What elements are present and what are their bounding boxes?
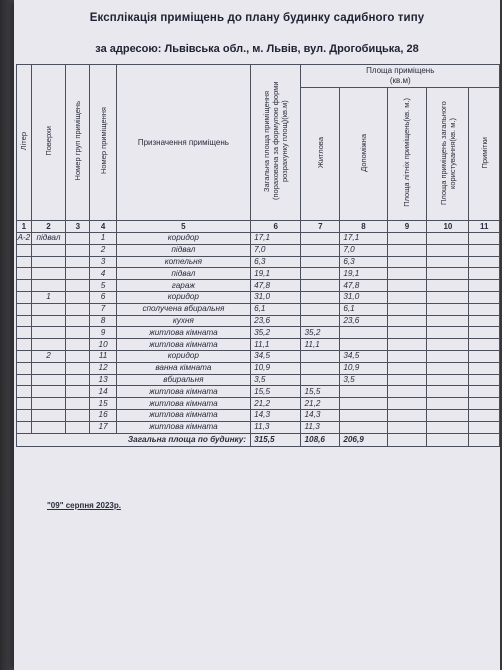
- cell-prymitky: [469, 268, 500, 280]
- cell-dopomizhna: 6,3: [340, 256, 387, 268]
- cell-grupa: [66, 291, 90, 303]
- cell-dopomizhna: [340, 339, 387, 351]
- cell-zagalna: 14,3: [251, 409, 301, 421]
- cell-litni: [387, 268, 427, 280]
- cell-liter: [17, 374, 32, 386]
- cell-grupa: [66, 315, 90, 327]
- cell-zagalna: 19,1: [251, 268, 301, 280]
- cell-poverkh: [31, 409, 66, 421]
- header-zagalnogo-korystuvannia: Площа приміщень загального користування(кв. м.): [427, 88, 469, 221]
- cell-litni: [387, 315, 427, 327]
- total-litni: [387, 433, 427, 446]
- table-row: [17, 350, 500, 362]
- document-page: [14, 0, 500, 670]
- cell-zagalnogo: [427, 256, 469, 268]
- cell-zhytlova: 11,1: [301, 339, 340, 351]
- cell-zagalnogo: [427, 350, 469, 362]
- cell-nomer: 11: [90, 350, 116, 362]
- cell-poverkh: [31, 421, 66, 433]
- cell-prymitky: [469, 280, 500, 292]
- cell-nomer: 7: [90, 303, 116, 315]
- table-row: [17, 256, 500, 268]
- cell-dopomizhna: 10,9: [340, 362, 387, 374]
- cell-liter: [17, 303, 32, 315]
- table-row: [17, 398, 500, 410]
- cell-zagalnogo: [427, 398, 469, 410]
- cell-zhytlova: [301, 350, 340, 362]
- column-number: 8: [340, 221, 387, 233]
- cell-poverkh: [31, 374, 66, 386]
- column-number: 6: [251, 221, 301, 233]
- total-zagalnogo: [427, 433, 469, 446]
- cell-prymitky: [469, 409, 500, 421]
- cell-zhytlova: 14,3: [301, 409, 340, 421]
- header-liter: Літер: [17, 65, 32, 221]
- table-row: [17, 268, 500, 280]
- cell-dopomizhna: 17,1: [340, 233, 387, 245]
- cell-prymitky: [469, 315, 500, 327]
- cell-zagalna: 6,1: [251, 303, 301, 315]
- cell-liter: [17, 362, 32, 374]
- cell-liter: [17, 280, 32, 292]
- cell-grupa: [66, 386, 90, 398]
- header-nomer-grup: Номер груп приміщень: [66, 65, 90, 221]
- cell-dopomizhna: 47,8: [340, 280, 387, 292]
- cell-liter: [17, 315, 32, 327]
- table-row: [17, 233, 500, 245]
- cell-pryznachennia: сполучена вбиральня: [116, 303, 250, 315]
- cell-litni: [387, 350, 427, 362]
- cell-grupa: [66, 233, 90, 245]
- table-row: [17, 244, 500, 256]
- column-number: 1: [17, 221, 32, 233]
- cell-dopomizhna: 6,1: [340, 303, 387, 315]
- cell-poverkh: підвал: [31, 233, 66, 245]
- document-date: [47, 501, 121, 510]
- total-row: [17, 433, 500, 446]
- cell-zagalna: 10,9: [251, 362, 301, 374]
- cell-liter: А-2: [17, 233, 31, 243]
- column-number: 10: [427, 221, 469, 233]
- cell-prymitky: [469, 350, 500, 362]
- cell-liter: [17, 350, 32, 362]
- cell-zhytlova: [301, 233, 340, 245]
- cell-poverkh: [31, 386, 66, 398]
- cell-litni: [387, 256, 427, 268]
- background-edge: [0, 0, 14, 670]
- cell-grupa: [66, 244, 90, 256]
- cell-zhytlova: [301, 303, 340, 315]
- cell-dopomizhna: 31,0: [340, 291, 387, 303]
- cell-liter: [17, 386, 32, 398]
- cell-zagalna: 15,5: [251, 386, 301, 398]
- cell-pryznachennia: коридор: [116, 291, 250, 303]
- cell-grupa: [66, 256, 90, 268]
- table-row: [17, 409, 500, 421]
- cell-poverkh: [31, 398, 66, 410]
- cell-nomer: 4: [90, 268, 116, 280]
- header-poverkhy: Поверхи: [31, 65, 66, 221]
- cell-liter: [17, 409, 32, 421]
- cell-prymitky: [469, 327, 500, 339]
- cell-zhytlova: [301, 268, 340, 280]
- cell-zagalnogo: [427, 339, 469, 351]
- cell-zhytlova: [301, 280, 340, 292]
- cell-dopomizhna: 7,0: [340, 244, 387, 256]
- cell-litni: [387, 374, 427, 386]
- cell-poverkh: 1: [31, 291, 66, 303]
- cell-zhytlova: 35,2: [301, 327, 340, 339]
- cell-litni: [387, 386, 427, 398]
- cell-zagalnogo: [427, 374, 469, 386]
- cell-zagalna: 3,5: [251, 374, 301, 386]
- cell-zagalna: 6,3: [251, 256, 301, 268]
- total-zhytlova: 108,6: [301, 433, 340, 446]
- cell-liter: [17, 268, 32, 280]
- cell-zagalnogo: [427, 409, 469, 421]
- table-row: [17, 315, 500, 327]
- cell-poverkh: [31, 280, 66, 292]
- cell-zhytlova: 11,3: [301, 421, 340, 433]
- cell-zhytlova: [301, 374, 340, 386]
- document-address: за адресою: Львівська обл., м. Львів, вул. Дрогобицька, 28: [95, 43, 419, 55]
- cell-dopomizhna: 23,6: [340, 315, 387, 327]
- cell-grupa: [66, 303, 90, 315]
- cell-zagalnogo: [427, 303, 469, 315]
- cell-zagalna: 47,8: [251, 280, 301, 292]
- cell-zagalnogo: [427, 362, 469, 374]
- cell-nomer: 3: [90, 256, 116, 268]
- column-number: 9: [387, 221, 427, 233]
- cell-pryznachennia: вбиральня: [116, 374, 250, 386]
- cell-litni: [387, 339, 427, 351]
- cell-grupa: [66, 350, 90, 362]
- date-month-year: серпня 2023р.: [63, 501, 121, 510]
- cell-nomer: 2: [90, 244, 116, 256]
- column-number: 4: [90, 221, 116, 233]
- cell-liter: [17, 256, 32, 268]
- cell-pryznachennia: підвал: [116, 244, 250, 256]
- header-prymitky: Примітки: [469, 88, 500, 221]
- header-dopomizhna: Допоміжна: [340, 88, 387, 221]
- cell-poverkh: [31, 268, 66, 280]
- column-number: 2: [31, 221, 66, 233]
- total-label: Загальна площа по будинку:: [17, 433, 251, 446]
- cell-nomer: 10: [90, 339, 116, 351]
- cell-nomer: 13: [90, 374, 116, 386]
- cell-dopomizhna: [340, 421, 387, 433]
- cell-zagalnogo: [427, 280, 469, 292]
- cell-pryznachennia: житлова кімната: [116, 339, 250, 351]
- cell-poverkh: [31, 256, 66, 268]
- cell-zagalnogo: [427, 268, 469, 280]
- cell-zagalna: 35,2: [251, 327, 301, 339]
- cell-zagalnogo: [427, 244, 469, 256]
- cell-zagalna: 11,1: [251, 339, 301, 351]
- cell-pryznachennia: коридор: [116, 350, 250, 362]
- cell-liter: [17, 398, 32, 410]
- cell-poverkh: [31, 339, 66, 351]
- cell-zagalnogo: [427, 315, 469, 327]
- cell-liter: [17, 327, 32, 339]
- cell-liter: [17, 291, 32, 303]
- cell-dopomizhna: 19,1: [340, 268, 387, 280]
- table-row: [17, 327, 500, 339]
- cell-zhytlova: [301, 291, 340, 303]
- table-row: [17, 362, 500, 374]
- table-row: [17, 421, 500, 433]
- cell-zagalna: 11,3: [251, 421, 301, 433]
- header-zhytlova: Житлова: [301, 88, 340, 221]
- cell-zagalna: 31,0: [251, 291, 301, 303]
- cell-litni: [387, 409, 427, 421]
- cell-nomer: 14: [90, 386, 116, 398]
- header-pryznachennia: Призначення приміщень: [116, 65, 250, 221]
- cell-zhytlova: [301, 315, 340, 327]
- cell-litni: [387, 421, 427, 433]
- cell-grupa: [66, 374, 90, 386]
- column-number: 7: [301, 221, 340, 233]
- cell-pryznachennia: житлова кімната: [116, 398, 250, 410]
- cell-prymitky: [469, 244, 500, 256]
- cell-poverkh: [31, 303, 66, 315]
- cell-zagalna: 7,0: [251, 244, 301, 256]
- cell-nomer: 1: [90, 233, 116, 245]
- table-row: [17, 291, 500, 303]
- cell-pryznachennia: коридор: [116, 233, 250, 245]
- cell-nomer: 6: [90, 291, 116, 303]
- cell-prymitky: [469, 421, 500, 433]
- cell-litni: [387, 327, 427, 339]
- cell-zagalnogo: [427, 421, 469, 433]
- cell-zagalnogo: [427, 233, 469, 245]
- cell-zagalnogo: [427, 386, 469, 398]
- cell-nomer: 8: [90, 315, 116, 327]
- table-row: [17, 280, 500, 292]
- cell-prymitky: [469, 291, 500, 303]
- cell-nomer: 9: [90, 327, 116, 339]
- cell-zagalna: 34,5: [251, 350, 301, 362]
- cell-poverkh: 2: [31, 350, 66, 362]
- header-zagalna-ploshcha: Загальна площа приміщення (порахована за формулою форми розрахунку площ)(кв.м): [251, 65, 301, 221]
- cell-grupa: [66, 362, 90, 374]
- cell-grupa: [66, 280, 90, 292]
- column-number: 3: [66, 221, 90, 233]
- cell-prymitky: [469, 398, 500, 410]
- cell-litni: [387, 398, 427, 410]
- table-row: [17, 339, 500, 351]
- cell-zhytlova: [301, 362, 340, 374]
- cell-zhytlova: 21,2: [301, 398, 340, 410]
- table-row: [17, 374, 500, 386]
- cell-litni: [387, 291, 427, 303]
- cell-dopomizhna: [340, 327, 387, 339]
- cell-pryznachennia: житлова кімната: [116, 409, 250, 421]
- cell-prymitky: [469, 256, 500, 268]
- total-dopomizhna: 206,9: [340, 433, 387, 446]
- cell-zhytlova: [301, 256, 340, 268]
- cell-pryznachennia: котельня: [116, 256, 250, 268]
- cell-pryznachennia: гараж: [116, 280, 250, 292]
- cell-pryznachennia: житлова кімната: [116, 327, 250, 339]
- cell-dopomizhna: [340, 386, 387, 398]
- cell-dopomizhna: 34,5: [340, 350, 387, 362]
- cell-liter: [17, 244, 32, 256]
- cell-grupa: [66, 268, 90, 280]
- document-title: Експлікація приміщень до плану будинку садибного типу: [89, 12, 425, 24]
- column-number: 11: [469, 221, 500, 233]
- cell-grupa: [66, 398, 90, 410]
- cell-grupa: [66, 339, 90, 351]
- cell-litni: [387, 362, 427, 374]
- cell-litni: [387, 233, 427, 245]
- cell-zhytlova: 15,5: [301, 386, 340, 398]
- cell-zhytlova: [301, 244, 340, 256]
- column-number-row: [17, 221, 500, 233]
- explication-table: [16, 64, 500, 447]
- total-prymitky: [469, 433, 500, 446]
- cell-poverkh: [31, 362, 66, 374]
- cell-poverkh: [31, 327, 66, 339]
- header-nomer-prymishchennia: Номер приміщення: [90, 65, 116, 221]
- cell-dopomizhna: 3,5: [340, 374, 387, 386]
- cell-prymitky: [469, 386, 500, 398]
- cell-grupa: [66, 409, 90, 421]
- cell-litni: [387, 303, 427, 315]
- cell-prymitky: [469, 233, 500, 245]
- cell-pryznachennia: житлова кімната: [116, 421, 250, 433]
- table-row: [17, 303, 500, 315]
- cell-grupa: [66, 327, 90, 339]
- cell-nomer: 17: [90, 421, 116, 433]
- date-day: "09": [47, 501, 64, 510]
- header-litni: Площа літніх приміщень(кв. м.): [387, 88, 427, 221]
- table-row: [17, 386, 500, 398]
- cell-pryznachennia: кухня: [116, 315, 250, 327]
- cell-prymitky: [469, 374, 500, 386]
- cell-zagalna: 23,6: [251, 315, 301, 327]
- cell-poverkh: [31, 244, 66, 256]
- cell-pryznachennia: житлова кімната: [116, 386, 250, 398]
- cell-litni: [387, 244, 427, 256]
- cell-zagalnogo: [427, 291, 469, 303]
- cell-pryznachennia: ванна кімната: [116, 362, 250, 374]
- cell-prymitky: [469, 303, 500, 315]
- cell-nomer: 5: [90, 280, 116, 292]
- cell-prymitky: [469, 362, 500, 374]
- cell-poverkh: [31, 315, 66, 327]
- cell-zagalnogo: [427, 327, 469, 339]
- cell-grupa: [66, 421, 90, 433]
- cell-nomer: 15: [90, 398, 116, 410]
- cell-zagalna: 21,2: [251, 398, 301, 410]
- cell-litni: [387, 280, 427, 292]
- cell-zagalna: 17,1: [251, 233, 301, 245]
- cell-dopomizhna: [340, 409, 387, 421]
- header-ploshcha-group: Площа приміщень (кв.м): [301, 65, 500, 88]
- cell-nomer: 12: [90, 362, 116, 374]
- cell-nomer: 16: [90, 409, 116, 421]
- cell-liter: [17, 421, 32, 433]
- cell-dopomizhna: [340, 398, 387, 410]
- cell-liter: [17, 339, 32, 351]
- cell-prymitky: [469, 339, 500, 351]
- total-zagalna: 315,5: [251, 433, 301, 446]
- column-number: 5: [116, 221, 250, 233]
- cell-pryznachennia: підвал: [116, 268, 250, 280]
